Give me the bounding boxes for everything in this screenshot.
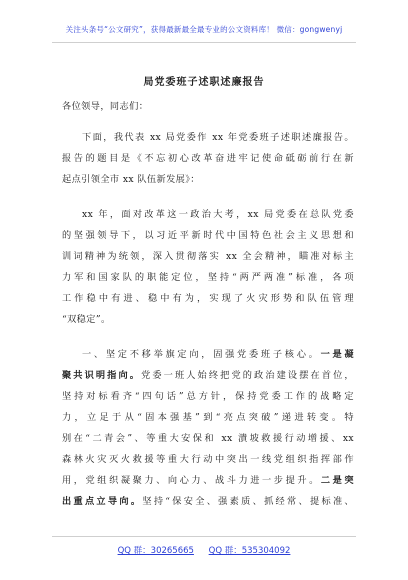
qq-group-link-2[interactable]: QQ 群：535304092: [208, 546, 291, 556]
paragraph-line: 力军和国家队的职能定位，坚持“两严两准”标准，各项: [62, 272, 354, 283]
paragraph-line: [82, 348, 354, 362]
paragraph-line: “双稳定”。: [62, 314, 111, 325]
document-title: 局党委班子述职述廉报告: [143, 77, 265, 88]
paragraph-line: [62, 495, 354, 509]
paragraph-line: 下面，我代表 xx 局党委作 xx 年党委班子述职述廉报告。: [82, 132, 354, 143]
paragraph-line: 训词精神为统领，深入贯彻落实 xx 全会精神，瞄准对标主: [62, 251, 354, 262]
footer: [0, 544, 408, 556]
qq-group-link-1[interactable]: QQ 群：30265665: [117, 546, 194, 556]
footer-divider: [52, 536, 356, 537]
section-heading-text: 一、坚定不移举旗定向，固强党委班子核心。: [82, 349, 321, 360]
paragraph-line: 森林火灾灭火救援等重大行动中突出一线党组织指挥部作: [62, 454, 354, 465]
paragraph-text: 坚持“保安全、强素质、抓经常、提标准、: [142, 496, 355, 507]
bold-point-label: 聚共识明指向。: [62, 370, 142, 381]
paragraph-line: 的坚强领导下，以习近平新时代中国特色社会主义思想和: [62, 230, 354, 241]
paragraph-line: 起点引领全市 xx 队伍新发展》：: [62, 174, 200, 185]
paragraph-line: xx 年，面对改革这一政治大考，xx 局党委在总队党委: [82, 209, 354, 220]
paragraph-line: 别在“二青会”、等重大安保和 xx 潰坡救援行动增援、xx: [62, 433, 354, 444]
paragraph-line: 报告的题目是《不忘初心改革奋进牢记使命砥砺前行在新: [62, 153, 354, 164]
salutation: 各位领导，同志们：: [62, 101, 149, 112]
bold-point-label: 一是凝: [320, 349, 355, 360]
paragraph-line: [62, 474, 354, 488]
paragraph-line: 力，立足于从“固本强基”到“亮点突破”递进转变。特: [62, 412, 354, 423]
promo-banner: 关注头条号“公文研究”，获得最新最全最专业的公文资料库！ 微信：gongwenyj: [65, 25, 343, 34]
bold-point-label: 出重点立导向。: [62, 496, 143, 507]
paragraph-line: 坚持对标看齐“四句话”总方针，保持党委工作的战略定: [62, 391, 354, 402]
header-divider: [52, 42, 356, 43]
paragraph-line: 工作稳中有进、稳中有为，实现了火灾形势和队伍管理: [62, 293, 354, 304]
paragraph-text: 用，党组织凝聚力、向心力、战斗力进一步提升。: [62, 475, 321, 486]
paragraph-line: [62, 369, 354, 383]
paragraph-text: 党委一班人始终把党的政治建设摆在首位，: [141, 370, 354, 381]
bold-point-label: 二是突: [320, 475, 354, 486]
